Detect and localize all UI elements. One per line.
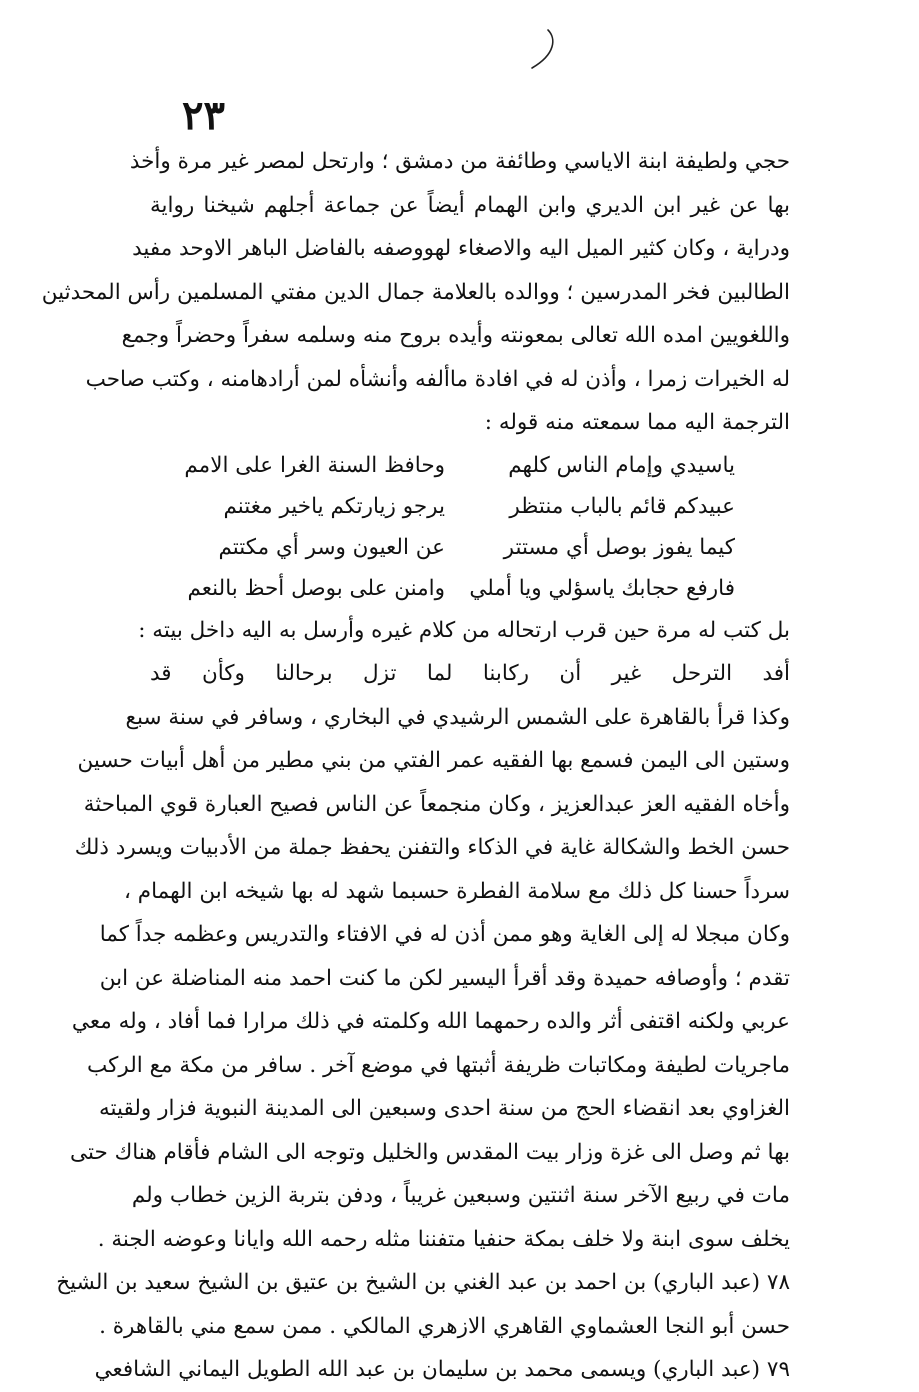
poem (150, 445, 790, 609)
verse-second-half: وامنن على بوصل أحظ بالنعم (187, 575, 445, 601)
text-line: الترجمة اليه مما سمعته منه قوله : (484, 410, 790, 435)
text-line: وكان مبجلا له إلى الغاية وهو ممن أذن له في الافتاء والتدريس وعظمه جداً كما (99, 922, 790, 947)
quoted-verse: أفد الترحل غير أن ركابنا لما تزل برحالنا وكأن قد (150, 661, 790, 686)
text-line: حسن الخط والشكالة غاية في الذكاء والتفنن يحفظ جملة من الأدبيات ويسرد ذلك (74, 835, 790, 860)
poem-verse (150, 486, 790, 527)
text-line: يخلف سوى ابنة ولا خلف بمكة حنفيا متفننا مثله رحمه الله وايانا وعوضه الجنة . (97, 1226, 790, 1252)
verse-first-half: ياسيدي وإمام الناس كلهم (508, 452, 735, 478)
text-line: واللغويين امده الله تعالى بمعونته وأيده بروح منه وسلمه سفراً وحضراً وجمع (121, 323, 790, 348)
text-line: له الخيرات زمرا ، وأذن له في افادة ماألفه وأنشأه لمن أرادهامنه ، وكتب صاحب (85, 366, 790, 392)
poem-verse (150, 568, 790, 609)
verse-second-half: وحافظ السنة الغرا على الامم (184, 452, 445, 478)
paragraph-intro (41, 140, 790, 445)
verse-first-half: عبيدكم قائم بالباب منتظر (509, 493, 735, 519)
page-number: ٢٣ (182, 92, 225, 139)
verse-second-half: يرجو زيارتكم ياخير مغتنم (223, 493, 445, 519)
pencil-mark (520, 28, 580, 76)
text-line: مات في ربيع الآخر سنة اثنتين وسبعين غريباً ، ودفن بتربة الزين خطاب ولم (131, 1183, 790, 1208)
text-line: عربي ولكنه اقتفى أثر والده رحمهما الله وكلمته في ذلك مرارا فما أفاد ، وله معي (71, 1009, 790, 1034)
text-line: بل كتب له مرة حين قرب ارتحاله من كلام غيره وأرسل به اليه داخل بيته : (138, 617, 790, 643)
text-line: ماجريات لطيفة ومكاتبات ظريفة أثبتها في موضع آخر . سافر من مكة مع الركب (87, 1052, 790, 1078)
text-line: حجي ولطيفة ابنة الاياسي وطائفة من دمشق ؛ وارتحل لمصر غير مرة وأخذ (129, 149, 790, 174)
entry-78-line: ٧٨ (عبد الباري) بن احمد بن عبد الغني بن الشيخ بن عتيق بن الشيخ سعيد بن الشيخ (56, 1270, 790, 1295)
verse-second-half: عن العيون وسر أي مكتتم (218, 534, 445, 560)
paragraph-main (56, 609, 790, 1392)
text-line: الغزاوي بعد انقضاء الحج من سنة احدى وسبعين الى المدينة النبوية فزار ولقيته (98, 1096, 790, 1121)
body-text (41, 140, 790, 1392)
entry-79-line: ٧٩ (عبد الباري) ويسمى محمد بن سليمان بن عبد الله الطويل اليماني الشافعي (94, 1357, 790, 1382)
entry-78-line: حسن أبو النجا العشماوي القاهري الازهري المالكي . ممن سمع مني بالقاهرة . (99, 1313, 790, 1339)
text-line: تقدم ؛ وأوصافه حميدة وقد أقرأ اليسير لكن ما كنت احمد منه المناضلة عن ابن (99, 965, 790, 991)
poem-verse (150, 445, 790, 486)
text-line: ودراية ، وكان كثير الميل اليه والاصغاء لهووصفه بالفاضل الباهر الاوحد مفيد (132, 236, 790, 261)
text-line: بها ثم وصل الى غزة وزار بيت المقدس والخليل وتوجه الى الشام فأقام هناك حتى (70, 1139, 790, 1165)
text-line: وكذا قرأ بالقاهرة على الشمس الرشيدي في البخاري ، وسافر في سنة سبع (125, 704, 790, 730)
text-line: وأخاه الفقيه العز عبدالعزيز ، وكان منجمعاً عن الناس فصيح العبارة قوي المباحثة (83, 791, 790, 817)
text-line: وستين الى اليمن فسمع بها الفقيه عمر الفتي من بني مطير من أهل أبيات حسين (77, 748, 790, 773)
poem-verse (150, 527, 790, 568)
text-line: سرداً حسنا كل ذلك مع سلامة الفطرة حسبما شهد له بها شيخه ابن الهمام ، (124, 878, 790, 904)
verse-first-half: فارفع حجابك ياسؤلي ويا أملي (469, 575, 735, 601)
text-line: بها عن غير ابن الديري وابن الهمام أيضاً عن جماعة أجلهم شيخنا رواية (150, 192, 790, 218)
verse-first-half: كيما يفوز بوصل أي مستتر (503, 534, 735, 560)
text-line: الطالبين فخر المدرسين ؛ ووالده بالعلامة جمال الدين مفتي المسلمين رأس المحدثين (41, 279, 790, 305)
